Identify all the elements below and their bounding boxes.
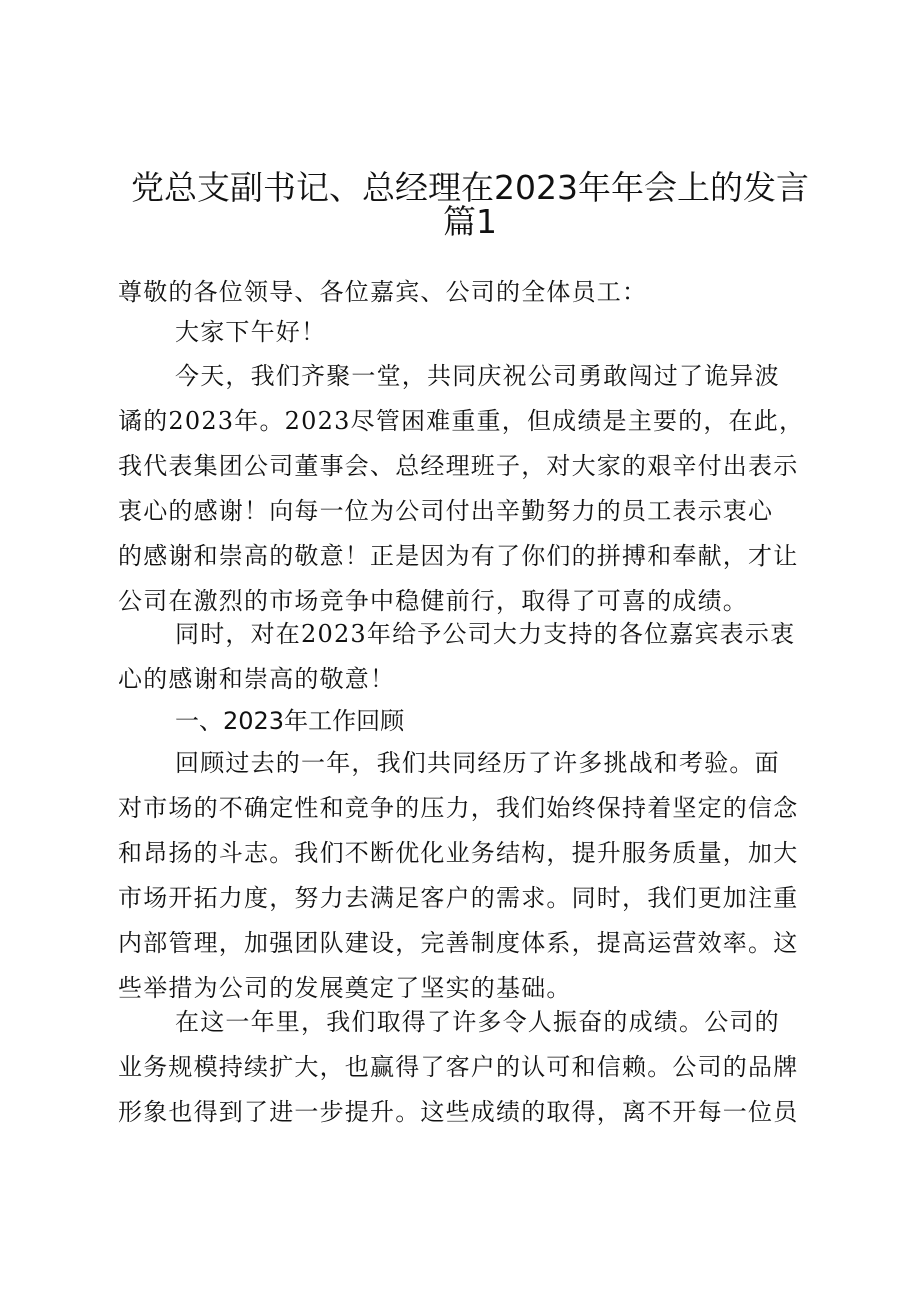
greeting xyxy=(118,310,828,355)
paragraph-4 xyxy=(118,1000,828,1135)
paragraph-line: 的感谢和崇高的敬意！正是因为有了你们的拼搏和奉献，才让 xyxy=(118,542,799,570)
paragraph-line: 我代表集团公司董事会、总经理班子，对大家的艰辛付出表示 xyxy=(118,452,799,480)
paragraph-line: 内部管理，加强团队建设，完善制度体系，提高运营效率。这 xyxy=(118,929,799,957)
document-title-line1: 党总支副书记、总经理在2023年年会上的发言 xyxy=(131,168,809,207)
paragraph-line: 市场开拓力度，努力去满足客户的需求。同时，我们更加注重 xyxy=(118,884,799,912)
paragraph-line: 形象也得到了进一步提升。这些成绩的取得，离不开每一位员 xyxy=(118,1098,799,1126)
paragraph-3 xyxy=(118,741,828,1011)
paragraph-line: 同时，对在2023年给予公司大力支持的各位嘉宾表示衷 xyxy=(175,620,796,648)
salutation-line: 尊敬的各位领导、各位嘉宾、公司的全体员工： xyxy=(118,278,648,306)
paragraph-line: 今天，我们齐聚一堂，共同庆祝公司勇敢闯过了诡异波 xyxy=(175,362,780,390)
paragraph-line: 些举措为公司的发展奠定了坚实的基础。 xyxy=(118,974,572,1002)
greeting-line: 大家下午好！ xyxy=(175,318,327,346)
paragraph-line: 业务规模持续扩大，也赢得了客户的认可和信赖。公司的品牌 xyxy=(118,1053,799,1081)
paragraph-1 xyxy=(118,354,828,624)
paragraph-line: 对市场的不确定性和竞争的压力，我们始终保持着坚定的信念 xyxy=(118,794,799,822)
paragraph-line: 谲的2023年。2023尽管困难重重，但成绩是主要的，在此， xyxy=(118,407,805,435)
paragraph-line: 回顾过去的一年，我们共同经历了许多挑战和考验。面 xyxy=(175,749,780,777)
paragraph-line: 和昂扬的斗志。我们不断优化业务结构，提升服务质量，加大 xyxy=(118,839,799,867)
paragraph-2 xyxy=(118,612,828,702)
paragraph-line: 衷心的感谢！向每一位为公司付出辛勤努力的员工表示衷心 xyxy=(118,497,774,525)
paragraph-line: 公司在激烈的市场竞争中稳健前行，取得了可喜的成绩。 xyxy=(118,587,748,615)
paragraph-line: 心的感谢和崇高的敬意！ xyxy=(118,665,396,693)
section-heading-1: 一、2023年工作回顾 xyxy=(175,707,405,735)
paragraph-line: 在这一年里，我们取得了许多令人振奋的成绩。公司的 xyxy=(175,1008,780,1036)
salutation xyxy=(118,270,828,315)
document-title-line2: 篇1 xyxy=(443,202,497,241)
